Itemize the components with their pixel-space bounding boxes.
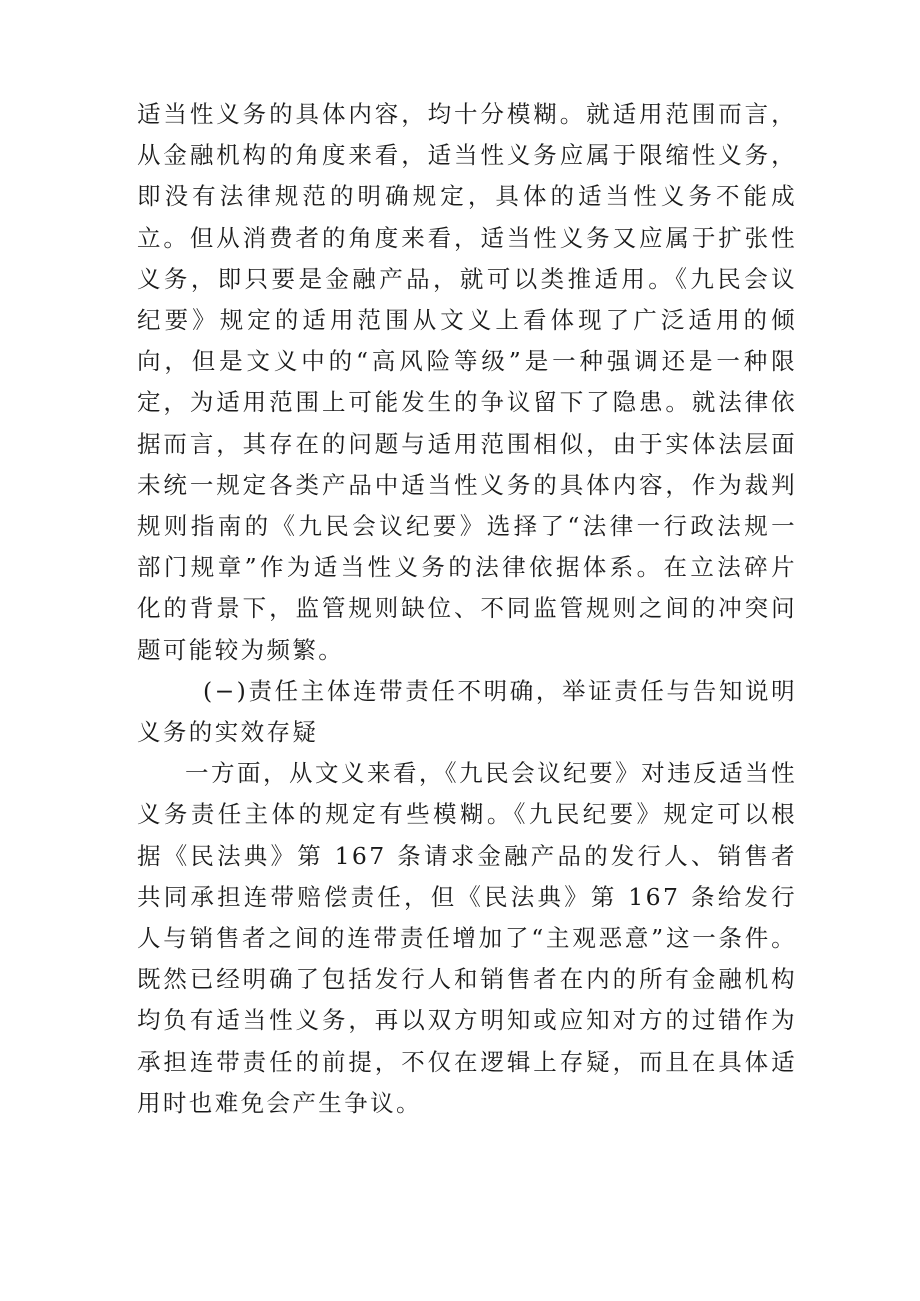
body-paragraph: 适当性义务的具体内容，均十分模糊。就适用范围而言，从金融机构的角度来看，适当性义务应属于限缩性义务，即没有法律规范的明确规定，具体的适当性义务不能成立。但从消费者的角度来看，适当性义务又应属于扩张性义务，即只要是金融产品，就可以类推适用。《九民会议纪要》规定的适用范围从文义上看体现了广泛适用的倾向，但是文义中的“高风险等级”是一种强调还是一种限定，为适用范围上可能发生的争议留下了隐患。就法律依据而言，其存在的问题与适用范围相似，由于实体法层面未统一规定各类产品中适当性义务的具体内容，作为裁判规则指南的《九民会议纪要》选择了“法律一行政法规一部门规章”作为适当性义务的法律依据体系。在立法碎片化的背景下，监管规则缺位、不同监管规则之间的冲突问题可能较为频繁。: [137, 100, 797, 664]
body-paragraph: 一方面，从文义来看，《九民会议纪要》对违反适当性义务责任主体的规定有些模糊。《九民纪要》规定可以根据《民法典》第 167 条请求金融产品的发行人、销售者共同承担连带赔偿责任，但《民法典》第 167 条给发行人与销售者之间的连带责任增加了“主观恶意”这一条件。既然已经明确了包括发行人和销售者在内的所有金融机构均负有适当性义务，再以双方明知或应知对方的过错作为承担连带责任的前提，不仅在逻辑上存疑，而且在具体适用时也难免会产生争议。: [137, 759, 797, 1117]
document-page: [137, 94, 797, 1124]
section-heading: (−)责任主体连带责任不明确，举证责任与告知说明义务的实效存疑: [137, 676, 797, 747]
